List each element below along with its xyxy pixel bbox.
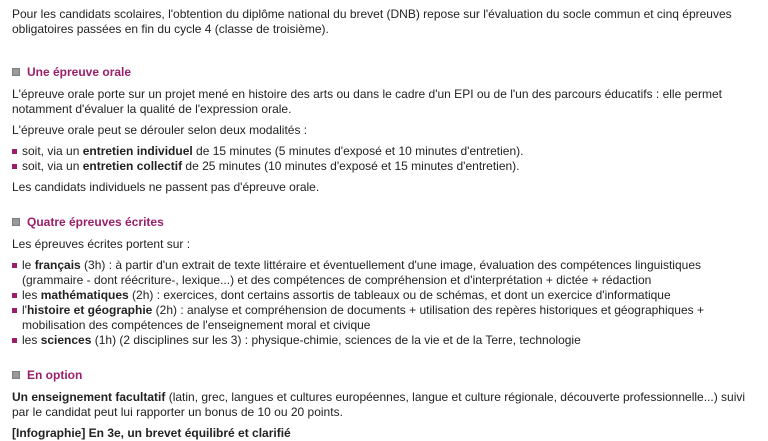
ecrites-list xyxy=(12,258,758,348)
section-bullet-icon xyxy=(12,371,20,379)
section-title-oral: Une épreuve orale xyxy=(27,65,132,79)
list-item: soit, via un entretien collectif de 25 minutes (10 minutes d'exposé et 15 minutes d'entretien). xyxy=(12,159,758,174)
section-oral-header xyxy=(12,65,758,79)
section-bullet-icon xyxy=(12,68,20,76)
oral-paragraph-1: L'épreuve orale porte sur un projet mené en histoire des arts ou dans le cadre d'un EPI ou de l'un des parcours éducatifs : elle permet notamment d'évaluer la qualité de l'expression orale. xyxy=(12,87,722,116)
list-item: les sciences (1h) (2 disciplines sur les 3) : physique-chimie, sciences de la vie et de la Terre, technologie xyxy=(12,333,758,348)
list-item: les mathématiques (2h) : exercices, dont certains assortis de tableaux ou de schémas, et dont un exercice d'informatique xyxy=(12,288,758,303)
ecrites-paragraph-1: Les épreuves écrites portent sur : xyxy=(12,237,191,251)
section-title-ecrites: Quatre épreuves écrites xyxy=(27,215,164,229)
section-title-option: En option xyxy=(27,368,83,382)
oral-paragraph-2: L'épreuve orale peut se dérouler selon deux modalités : xyxy=(12,123,308,137)
list-item: l'histoire et géographie (2h) : analyse et compréhension de documents + utilisation des repères historiques et géographiques + mobilisation des compétences de l'enseignement moral et civique xyxy=(12,303,758,333)
section-ecrites-header xyxy=(12,215,758,229)
section-bullet-icon xyxy=(12,218,20,226)
list-item: soit, via un entretien individuel de 15 minutes (5 minutes d'exposé et 10 minutes d'entretien). xyxy=(12,144,758,159)
oral-paragraph-3: Les candidats individuels ne passent pas d'épreuve orale. xyxy=(12,180,320,194)
oral-list xyxy=(12,144,758,174)
option-paragraph: Un enseignement facultatif (latin, grec, langues et cultures européennes, langue et culture régionale, découverte professionnelle...) suivi par le candidat peut lui rapporter un bonus de 10 ou 20 points. xyxy=(12,390,746,419)
list-item: le français (3h) : à partir d'un extrait de texte littéraire et éventuellement d'une image, évaluation des compétences linguistiques (grammaire - dont réécriture-, lexique...) et des compétences de compréhension et d'interprétation + dictée + rédaction xyxy=(12,258,758,288)
section-option-header xyxy=(12,368,758,382)
infographie-link[interactable]: [Infographie] En 3e, un brevet équilibré et clarifié xyxy=(12,426,291,440)
intro-paragraph: Pour les candidats scolaires, l'obtention du diplôme national du brevet (DNB) repose sur l'évaluation du socle commun et cinq épreuves obligatoires passées en fin du cycle 4 (classe de troisième). xyxy=(12,7,732,36)
